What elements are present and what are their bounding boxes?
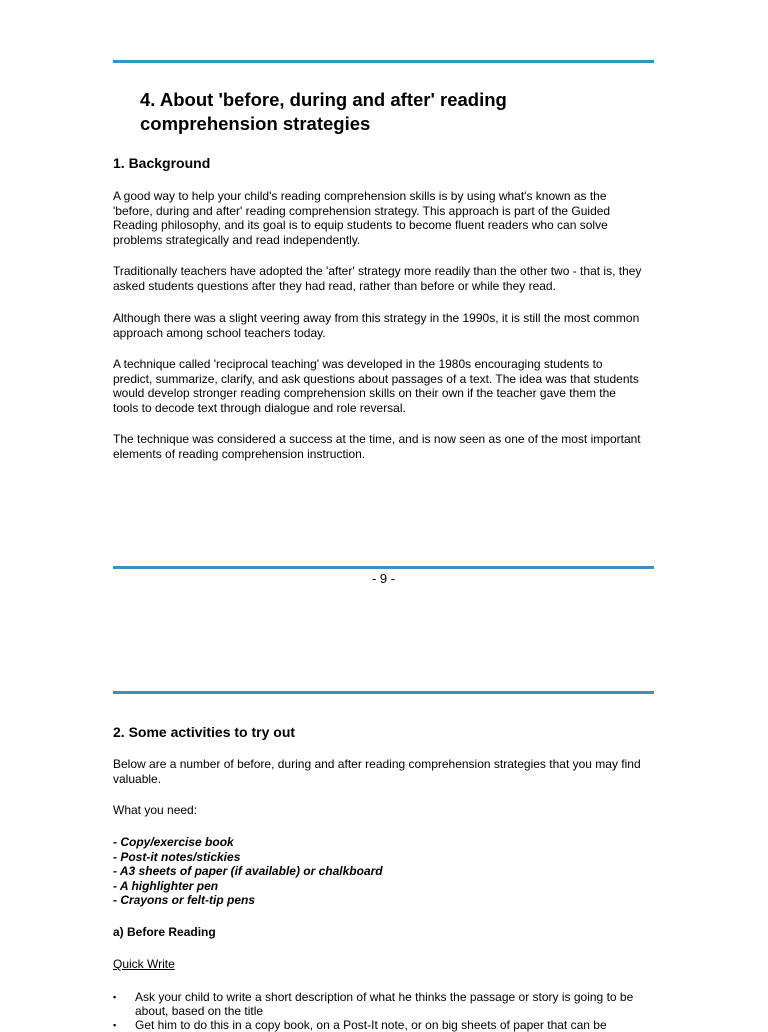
page-number: - 9 -: [371, 571, 396, 586]
footer-rule: [113, 566, 654, 569]
before-reading-heading: a) Before Reading: [113, 925, 216, 939]
need-label: What you need:: [113, 803, 198, 817]
paragraph-4: A technique called 'reciprocal teaching' was developed in the 1980s encouraging students to predict, summarize, clarify, and ask questions about passages of a text. The idea was that students would develop stronger reading comprehension skills on their own if the teacher gave them the tools to decode text through dialogue and role reversal.: [113, 357, 639, 415]
list-item-text: Get him to do this in a copy book, on a Post-It note, or on big sheets of paper that can be: [135, 1018, 607, 1032]
page2-top-rule: [113, 691, 654, 694]
need-item: - Copy/exercise book: [113, 835, 234, 849]
bullet-icon: ▪: [113, 992, 117, 1002]
list-item-text: Ask your child to write a short description of what he thinks the passage or story is going to be about, based on the title: [135, 990, 634, 1018]
paragraph-2: Traditionally teachers have adopted the 'after' strategy more readily than the other two - that is, they asked students questions after they had read, rather than before or while they read.: [113, 264, 642, 293]
quick-write-title: Quick Write: [113, 957, 175, 971]
section-heading-background: 1. Background: [113, 155, 211, 171]
paragraph-5: The technique was considered a success at the time, and is now seen as one of the most important elements of reading comprehension instruction.: [113, 432, 641, 461]
need-item: - A3 sheets of paper (if available) or chalkboard: [113, 864, 383, 878]
paragraph-1: A good way to help your child's reading comprehension skills is by using what's known as the 'before, during and after' reading comprehension strategy. This approach is part of the Guided Reading philosophy, and its goal is to equip students to become fluent readers who can solve problems strategically and read independently.: [113, 189, 611, 247]
page-title: 4. About 'before, during and after' reading comprehension strategies: [140, 89, 507, 134]
activities-intro: Below are a number of before, during and after reading comprehension strategies that you may find valuable.: [113, 757, 641, 786]
paragraph-3: Although there was a slight veering away from this strategy in the 1990s, it is still the most common approach among school teachers today.: [113, 311, 640, 340]
list-item: [113, 990, 643, 1018]
top-rule: [113, 60, 654, 63]
need-list: [113, 835, 643, 908]
quick-write-bullets: [113, 990, 643, 1032]
section-heading-activities: 2. Some activities to try out: [113, 724, 296, 740]
need-item: - Post-it notes/stickies: [113, 849, 241, 864]
bullet-icon: ▪: [113, 1020, 117, 1030]
list-item: [113, 1018, 643, 1032]
need-item: - A highlighter pen: [113, 878, 219, 893]
need-item: - Crayons or felt-tip pens: [113, 893, 256, 907]
